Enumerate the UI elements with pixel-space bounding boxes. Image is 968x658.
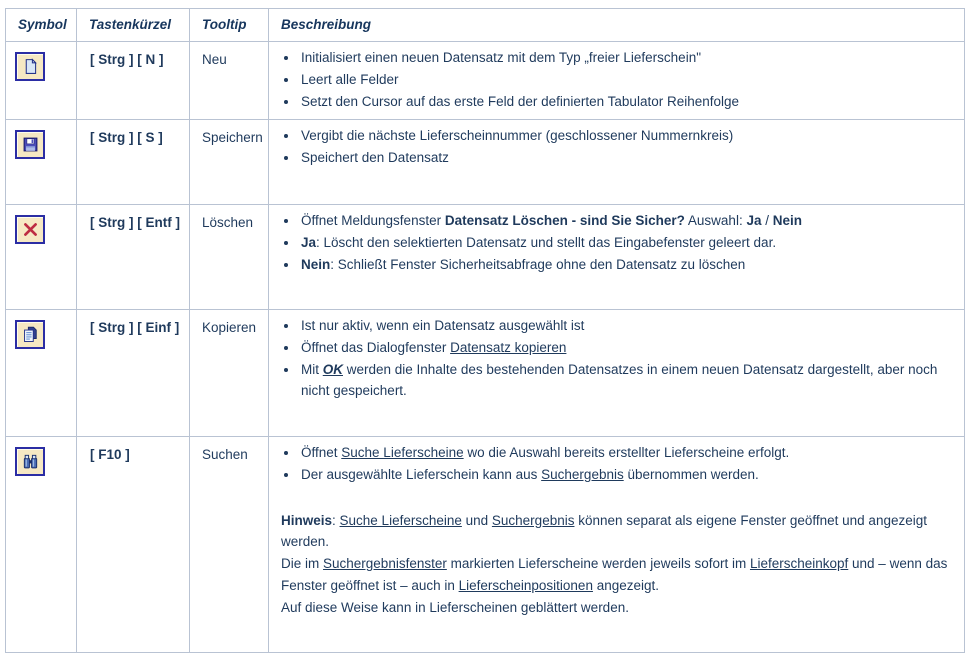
text-segment: Auf diese Weise kann in Lieferscheinen geblättert werden. — [281, 599, 629, 615]
text-segment: übernommen werden. — [623, 466, 759, 482]
doc-link[interactable]: Suchergebnisfenster — [323, 556, 447, 572]
shortcut-cell: [ Strg ] [ S ] — [77, 120, 190, 205]
bullet-item — [299, 69, 950, 91]
table-row — [6, 42, 965, 120]
table-row — [6, 310, 965, 437]
table-row — [6, 205, 965, 310]
text-segment: und — [461, 512, 492, 528]
delete-icon — [22, 221, 39, 238]
save-icon — [22, 136, 39, 153]
description-cell — [269, 310, 965, 437]
table-row — [6, 120, 965, 205]
tooltip-cell: Löschen — [190, 205, 269, 310]
text-segment: können separat als eigene Fenster geöffnet und angezeigt werden. — [281, 512, 927, 550]
copy-toolbar-button — [15, 320, 45, 349]
bullet-list — [281, 442, 950, 486]
bullet-item — [299, 232, 950, 254]
emphasis-text: Nein — [772, 213, 803, 228]
doc-link[interactable]: Suche Lieferscheine — [339, 512, 462, 528]
tooltip-cell: Speichern — [190, 120, 269, 205]
note-block — [281, 510, 950, 619]
bullet-item — [299, 147, 950, 169]
doc-link[interactable]: Lieferscheinkopf — [749, 556, 849, 572]
text-segment: Ist nur aktiv, wenn ein Datensatz ausgewählt ist — [301, 318, 585, 333]
table-header-row — [6, 9, 965, 42]
doc-link[interactable]: Lieferscheinpositionen — [458, 577, 593, 593]
text-segment: und – wenn das Fenster geöffnet ist – auch in — [281, 556, 948, 593]
ok-link[interactable]: OK — [322, 361, 343, 377]
text-segment: Mit — [301, 361, 323, 377]
bullet-list — [281, 125, 950, 169]
text-segment: Auswahl: — [684, 213, 747, 228]
doc-link[interactable]: Suche Lieferscheine — [341, 445, 464, 460]
tooltip-cell: Suchen — [190, 437, 269, 653]
text-segment: : Löscht den selektierten Datensatz und stellt das Eingabefenster geleert dar. — [316, 234, 777, 250]
text-segment: : — [332, 512, 340, 528]
bullet-list — [281, 315, 950, 402]
tooltip-cell: Neu — [190, 42, 269, 120]
emphasis-text: Nein — [301, 256, 331, 272]
doc-link[interactable]: Suchergebnis — [541, 466, 624, 482]
delete-toolbar-button — [15, 215, 45, 244]
note-line — [281, 510, 950, 554]
text-segment: wo die Auswahl bereits erstellter Lieferscheine erfolgt. — [463, 445, 790, 460]
description-cell — [269, 42, 965, 120]
text-segment: angezeigt. — [592, 577, 660, 593]
description-cell — [269, 437, 965, 653]
column-header-tooltip: Tooltip — [190, 9, 269, 42]
bullet-item — [299, 254, 950, 276]
search-icon — [22, 453, 39, 470]
bullet-item — [299, 442, 950, 464]
bullet-item — [299, 210, 950, 232]
table-body — [6, 42, 965, 653]
text-segment: / — [761, 213, 773, 228]
emphasis-text: Ja — [301, 234, 317, 250]
bullet-item — [299, 337, 950, 359]
text-segment: Speichert den Datensatz — [301, 149, 449, 165]
text-segment: Initialisiert einen neuen Datensatz mit dem Typ „freier Lieferschein" — [301, 50, 701, 65]
text-segment: markierten Lieferscheine werden jeweils sofort im — [446, 556, 750, 572]
bullet-item — [299, 47, 950, 69]
bullet-list — [281, 210, 950, 275]
bullet-item — [299, 315, 950, 337]
shortcut-cell: [ Strg ] [ N ] — [77, 42, 190, 120]
text-segment: Vergibt die nächste Lieferscheinnummer (geschlossener Nummernkreis) — [301, 128, 734, 143]
bullet-list — [281, 47, 950, 112]
text-segment: Leert alle Felder — [301, 71, 399, 87]
text-segment: Öffnet Meldungsfenster — [301, 213, 445, 228]
emphasis-text: Hinweis — [281, 512, 333, 528]
text-segment: werden die Inhalte des bestehenden Datensatzes in einem neuen Datensatz dargestellt, aber noch nicht gespeichert. — [301, 361, 938, 399]
shortcut-reference-table — [5, 8, 965, 653]
symbol-cell — [6, 205, 77, 310]
text-segment: Öffnet — [301, 445, 342, 460]
symbol-cell — [6, 437, 77, 653]
copy-icon — [22, 326, 39, 343]
doc-link[interactable]: Suchergebnis — [491, 512, 575, 528]
column-header-tastenkuerzel: Tastenkürzel — [77, 9, 190, 42]
shortcut-cell: [ F10 ] — [77, 437, 190, 653]
bullet-item — [299, 464, 950, 486]
symbol-cell — [6, 310, 77, 437]
search-toolbar-button — [15, 447, 45, 476]
description-cell — [269, 205, 965, 310]
shortcut-reference — [5, 8, 964, 653]
text-segment: Öffnet das Dialogfenster — [301, 339, 451, 355]
text-segment: Der ausgewählte Lieferschein kann aus — [301, 466, 542, 482]
text-segment: Setzt den Cursor auf das erste Feld der definierten Tabulator Reihenfolge — [301, 93, 740, 109]
bullet-item — [299, 359, 950, 403]
description-cell — [269, 120, 965, 205]
new-document-toolbar-button — [15, 52, 45, 81]
text-segment: Die im — [281, 556, 324, 572]
text-segment: : Schließt Fenster Sicherheitsabfrage ohne den Datensatz zu löschen — [330, 256, 746, 272]
tooltip-cell: Kopieren — [190, 310, 269, 437]
note-line — [281, 597, 950, 619]
symbol-cell — [6, 42, 77, 120]
note-line — [281, 553, 950, 597]
shortcut-cell: [ Strg ] [ Einf ] — [77, 310, 190, 437]
table-row — [6, 437, 965, 653]
emphasis-text: Ja — [746, 213, 762, 228]
shortcut-cell: [ Strg ] [ Entf ] — [77, 205, 190, 310]
symbol-cell — [6, 120, 77, 205]
column-header-beschreibung: Beschreibung — [269, 9, 965, 42]
bullet-item — [299, 91, 950, 113]
doc-link[interactable]: Datensatz kopieren — [450, 339, 567, 355]
new-document-icon — [22, 58, 39, 75]
column-header-symbol: Symbol — [6, 9, 77, 42]
save-toolbar-button — [15, 130, 45, 159]
emphasis-text: Datensatz Löschen - sind Sie Sicher? — [444, 213, 685, 228]
bullet-item — [299, 125, 950, 147]
